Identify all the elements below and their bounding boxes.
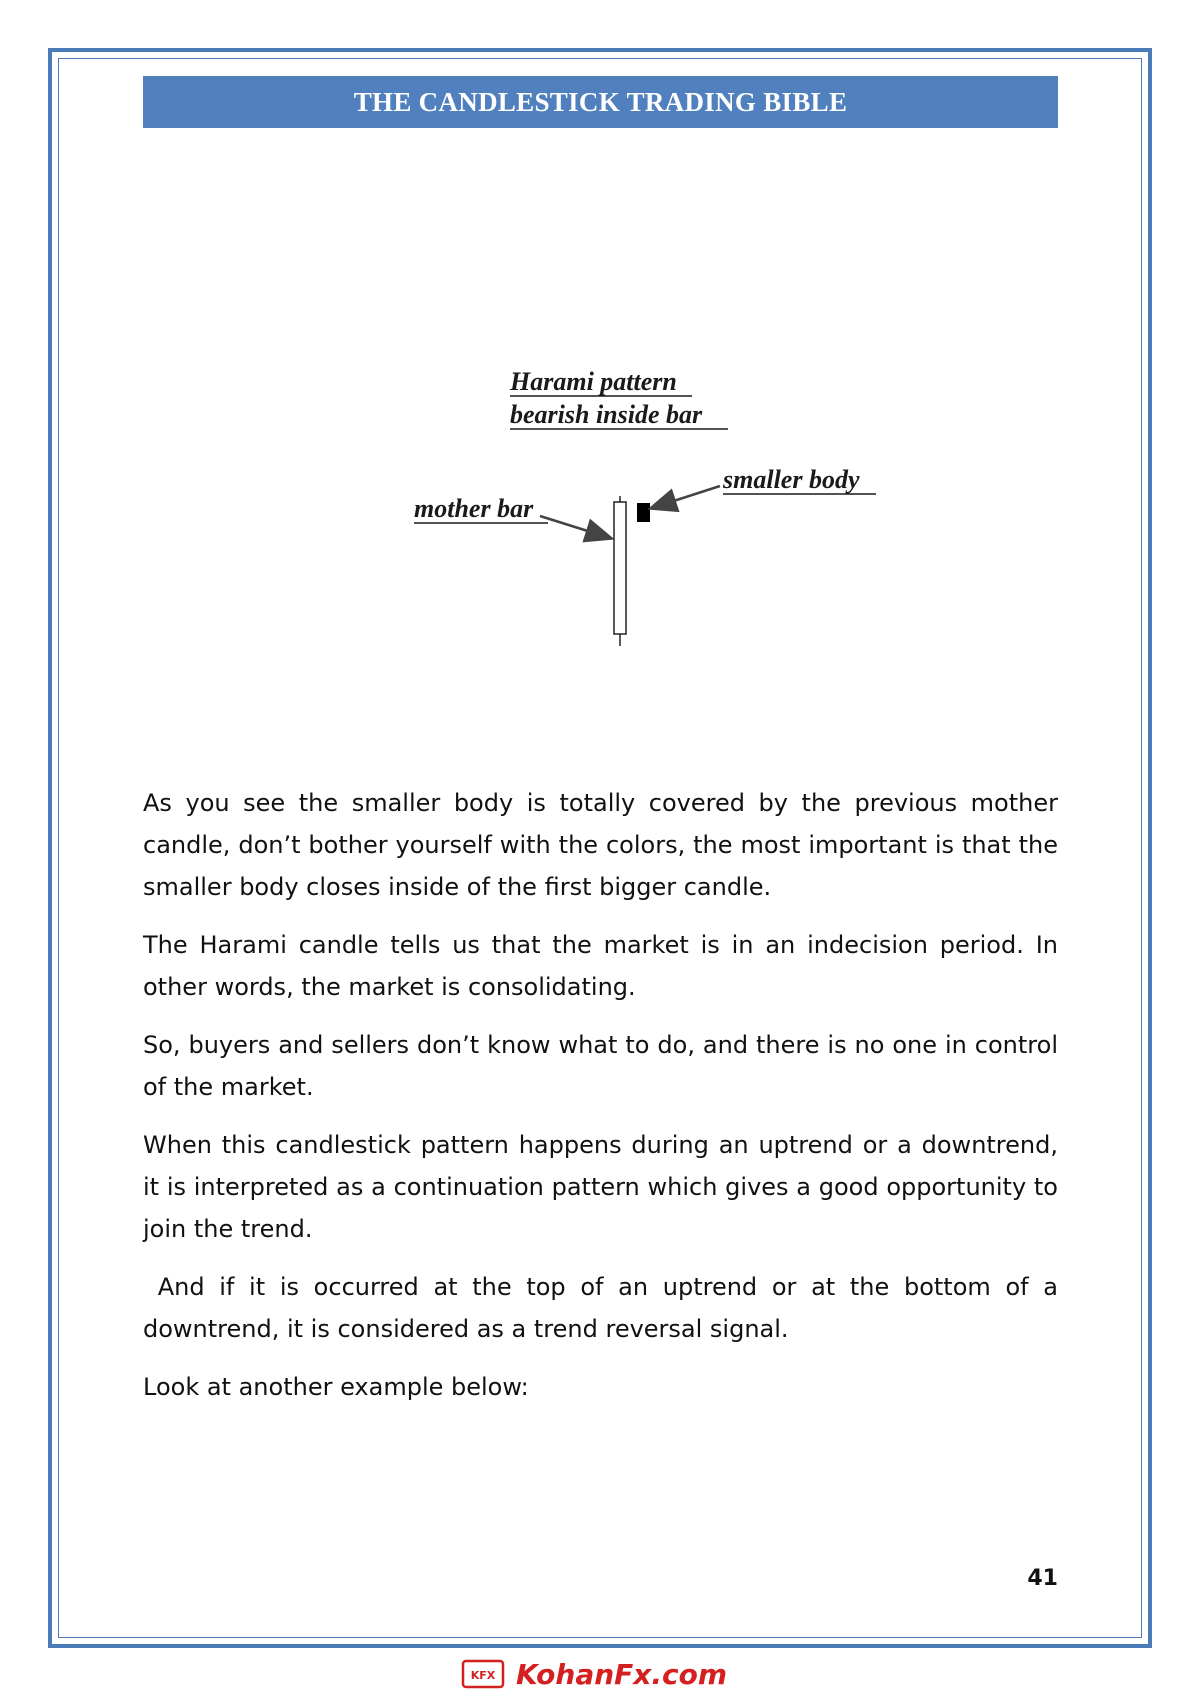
logo-text: KFX xyxy=(470,1669,496,1682)
paragraph: And if it is occurred at the top of an uptrend or at the bottom of a downtrend, it is considered as a trend reversal signal. xyxy=(143,1273,1066,1343)
arrow-smaller-body xyxy=(652,486,720,508)
mother-candle-body xyxy=(614,502,626,634)
footer-brand-text[interactable]: KohanFx.com xyxy=(516,1657,727,1691)
figure-title-line2: bearish inside bar xyxy=(510,400,703,429)
paragraph: Look at another example below: xyxy=(143,1373,529,1401)
header-title: THE CANDLESTICK TRADING BIBLE xyxy=(353,86,848,117)
body-text xyxy=(143,782,1066,1424)
harami-diagram xyxy=(390,360,910,650)
footer-brand[interactable] xyxy=(460,1656,727,1692)
kfx-logo-icon xyxy=(460,1656,510,1692)
paragraph: So, buyers and sellers don’t know what to do, and there is no one in control of the market. xyxy=(143,1031,1058,1101)
label-smaller-body: smaller body xyxy=(723,465,860,494)
arrow-mother-bar xyxy=(540,516,610,538)
figure-title-line1: Harami pattern xyxy=(510,367,677,396)
harami-figure xyxy=(390,360,910,650)
paragraph: When this candlestick pattern happens during an uptrend or a downtrend, it is interpreted as a continuation pattern which gives a good opportunity to join the trend. xyxy=(143,1131,1058,1243)
paragraph: The Harami candle tells us that the market is in an indecision period. In other words, the market is consolidating. xyxy=(143,931,1058,1001)
page-header xyxy=(143,76,1058,128)
smaller-candle-body xyxy=(637,503,650,522)
label-mother-bar: mother bar xyxy=(414,494,534,523)
paragraph: As you see the smaller body is totally covered by the previous mother candle, don’t bother yourself with the colors, the most important is that the smaller body closes inside of the first bigger candle. xyxy=(143,789,1058,901)
page-number: 41 xyxy=(1027,1566,1058,1591)
